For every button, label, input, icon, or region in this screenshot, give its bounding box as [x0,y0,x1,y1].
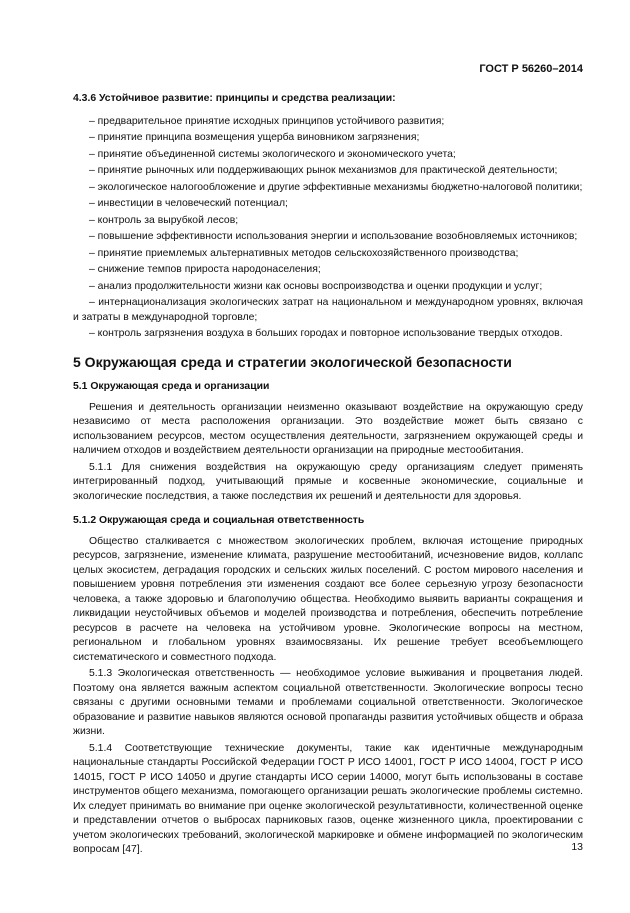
document-code: ГОСТ Р 56260–2014 [479,63,583,75]
paragraph-5-1-3: 5.1.3 Экологическая ответственность — необходимое условие выживания и процветания людей. Поэтому она является важным аспектом социальной ответственности. Экологические вопросы тесно связаны с другими основными темами и проблемами социальной ответственности. Экологическое образование и развитие навыков являются основой пропаганды развития устойчивых обществ и образа жизни. [73,668,583,737]
section-5-heading: 5 Окружающая среда и стратегии экологической безопасности [73,353,512,370]
page-content [73,92,583,860]
list-item: – предварительное принятие исходных принципов устойчивого развития; [89,115,445,127]
list-item: – снижение темпов прироста народонаселения; [89,264,321,275]
paragraph-5-1: Решения и деятельность организации неизменно оказывают воздействие на окружающую среду независимо от места расположения организации. Это воздействие может быть связано с использованием ресурсов, местом осуществления деятельности, загрязнением окружающей среды и наличием отходов и воздействием деятельности организации на природные местообитания. [73,401,583,456]
paragraph-5-1-2: Общество сталкивается с множеством экологических проблем, включая истощение природных ресурсов, загрязнение, изменение климата, разрушение местообитаний, исчезновение видов, коллапс целых экосистем, деградация городских и сельских жилых поселений. С ростом мирового населения и повышением уровня потребления эти изменения создают все более серьезную угрозу безопасности человека, а также здоровью и благополучию общества. Необходимо выявить варианты сокращения и ликвидации неустойчивых объемов и моделей производства и потребления, обеспечить потребление ресурсов в расчете на человека на устойчивом уровне. Экологические вопросы на местном, региональном и глобальном уровнях взаимосвязаны. Их решение требует всеобъемлющего систематического и совместного подхода. [73,535,583,663]
paragraph-5-1-4: 5.1.4 Соответствующие технические документы, такие как идентичные международным национальные стандарты Российской Федерации ГОСТ Р ИСО 14001, ГОСТ Р ИСО 14004, ГОСТ Р ИСО 14015, ГОСТ Р ИСО 14050 и другие стандарты ИСО серии 14000, могут быть использованы в составе инструментов общего механизма, помогающего организации решать экологические проблемы системно. Их следует принимать во внимание при оценке экологической результативности, количественной оценке и представлении отчетов о выбросах парниковых газов, оценке жизненного цикла, проектировании с учетом экологических требований, экологической маркировке и обмене информацией по экологическим вопросам [47]. [73,742,583,855]
list-item: – повышение эффективности использования энергии и использование возобновляемых источников; [89,231,578,242]
list-item: – контроль за вырубкой лесов; [89,214,239,226]
principles-list [73,115,583,342]
list-item: – принятие принципа возмещения ущерба виновником загрязнения; [89,132,420,143]
page-number: 13 [571,841,583,853]
list-item: – инвестиции в человеческий потенциал; [89,198,288,209]
paragraph-5-1-1: 5.1.1 Для снижения воздействия на окружающую среду организациям следует применять интегрированный подход, учитывающий прямые и косвенные экономические, социальные и экологические последствия, а также последствия их решений и деятельности для здоровья. [73,461,583,502]
list-item: – интернационализация экологических затрат на национальном и международном уровнях, включая и затраты в международной торговле; [73,297,583,323]
section-5-1-heading: 5.1 Окружающая среда и организации [73,381,270,392]
list-item: – принятие приемлемых альтернативных методов сельскохозяйственного производства; [89,247,519,259]
list-item: – экологическое налогообложение и другие эффективные механизмы бюджетно-налоговой политики; [89,181,583,193]
section-5-1-2-heading: 5.1.2 Окружающая среда и социальная ответственность [73,515,365,526]
list-item: – анализ продолжительности жизни как основы воспроизводства и оценки продукции и услуг; [89,280,543,292]
list-item: – принятие рыночных или поддерживающих рынок механизмов для практической деятельности; [89,165,558,176]
list-item: – принятие объединенной системы экологического и экономического учета; [89,148,456,160]
section-4-3-6-title: 4.3.6 Устойчивое развитие: принципы и средства реализации: [73,93,396,104]
list-item: – контроль загрязнения воздуха в больших городах и повторное использование твердых отходов. [89,328,563,339]
